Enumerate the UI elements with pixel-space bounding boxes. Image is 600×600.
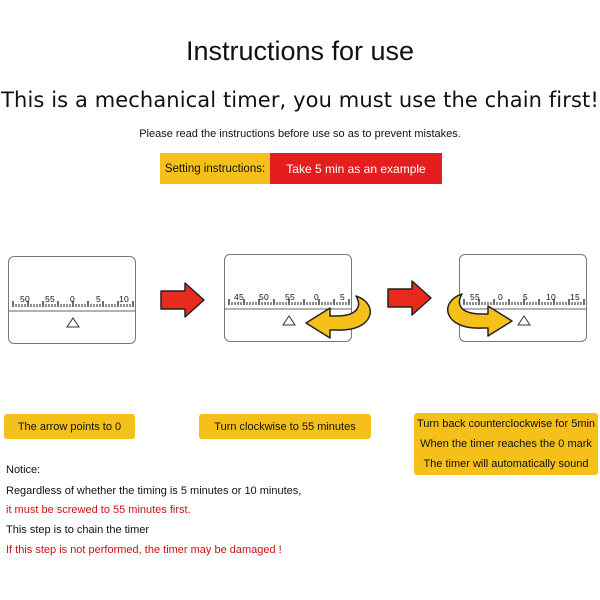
dial-number: 5 (340, 292, 346, 302)
dial-number: 10 (546, 292, 557, 302)
setting-instructions-banner (160, 153, 442, 184)
dial-number: 5 (523, 292, 529, 302)
page-subtitle: This is a mechanical timer, you must use the chain first! (1, 88, 599, 112)
step2-label: Turn clockwise to 55 minutes (199, 414, 371, 439)
right-arrow-icon (385, 278, 435, 318)
notice-line-1: Regardless of whether the timing is 5 minutes or 10 minutes, (6, 485, 302, 497)
dial-number: 45 (234, 292, 245, 302)
step3-line: Turn back counterclockwise for 5min (416, 418, 596, 430)
step3-line: The timer will automatically sound (423, 458, 589, 470)
curved-arrow-icon (438, 290, 522, 342)
dial-number: 0 (314, 292, 320, 302)
page-title: Instructions for use (185, 36, 415, 66)
timer-dial-1 (8, 256, 136, 344)
dial-number: 15 (570, 292, 581, 302)
pointer-triangle-icon (283, 316, 295, 325)
dial-number: 55 (45, 294, 56, 304)
dial-number: 0 (70, 294, 76, 304)
setting-instructions-label: Setting instructions: (160, 153, 270, 184)
notice-line-2: it must be screwed to 55 minutes first. (6, 504, 191, 516)
notice-heading: Notice: (6, 464, 41, 476)
step1-label: The arrow points to 0 (4, 414, 135, 439)
notice-line-3: This step is to chain the timer (6, 524, 150, 536)
curved-arrow-icon (296, 292, 380, 344)
dial-number: 50 (259, 292, 270, 302)
dial-number: 55 (285, 292, 296, 302)
pointer-triangle-icon (67, 318, 79, 327)
dial-number: 0 (498, 292, 504, 302)
step3-line: When the timer reaches the 0 mark (420, 438, 592, 450)
right-arrow-icon (158, 280, 208, 320)
notice-line-4: If this step is not performed, the timer may be damaged ! (6, 544, 282, 556)
instructions-note: Please read the instructions before use so as to prevent mistakes. (139, 128, 461, 140)
dial-number: 5 (96, 294, 102, 304)
step3-label (414, 413, 598, 475)
dial-number: 55 (470, 292, 481, 302)
dial-number: 50 (20, 294, 31, 304)
setting-example-label: Take 5 min as an example (270, 153, 442, 184)
dial-number: 10 (119, 294, 130, 304)
